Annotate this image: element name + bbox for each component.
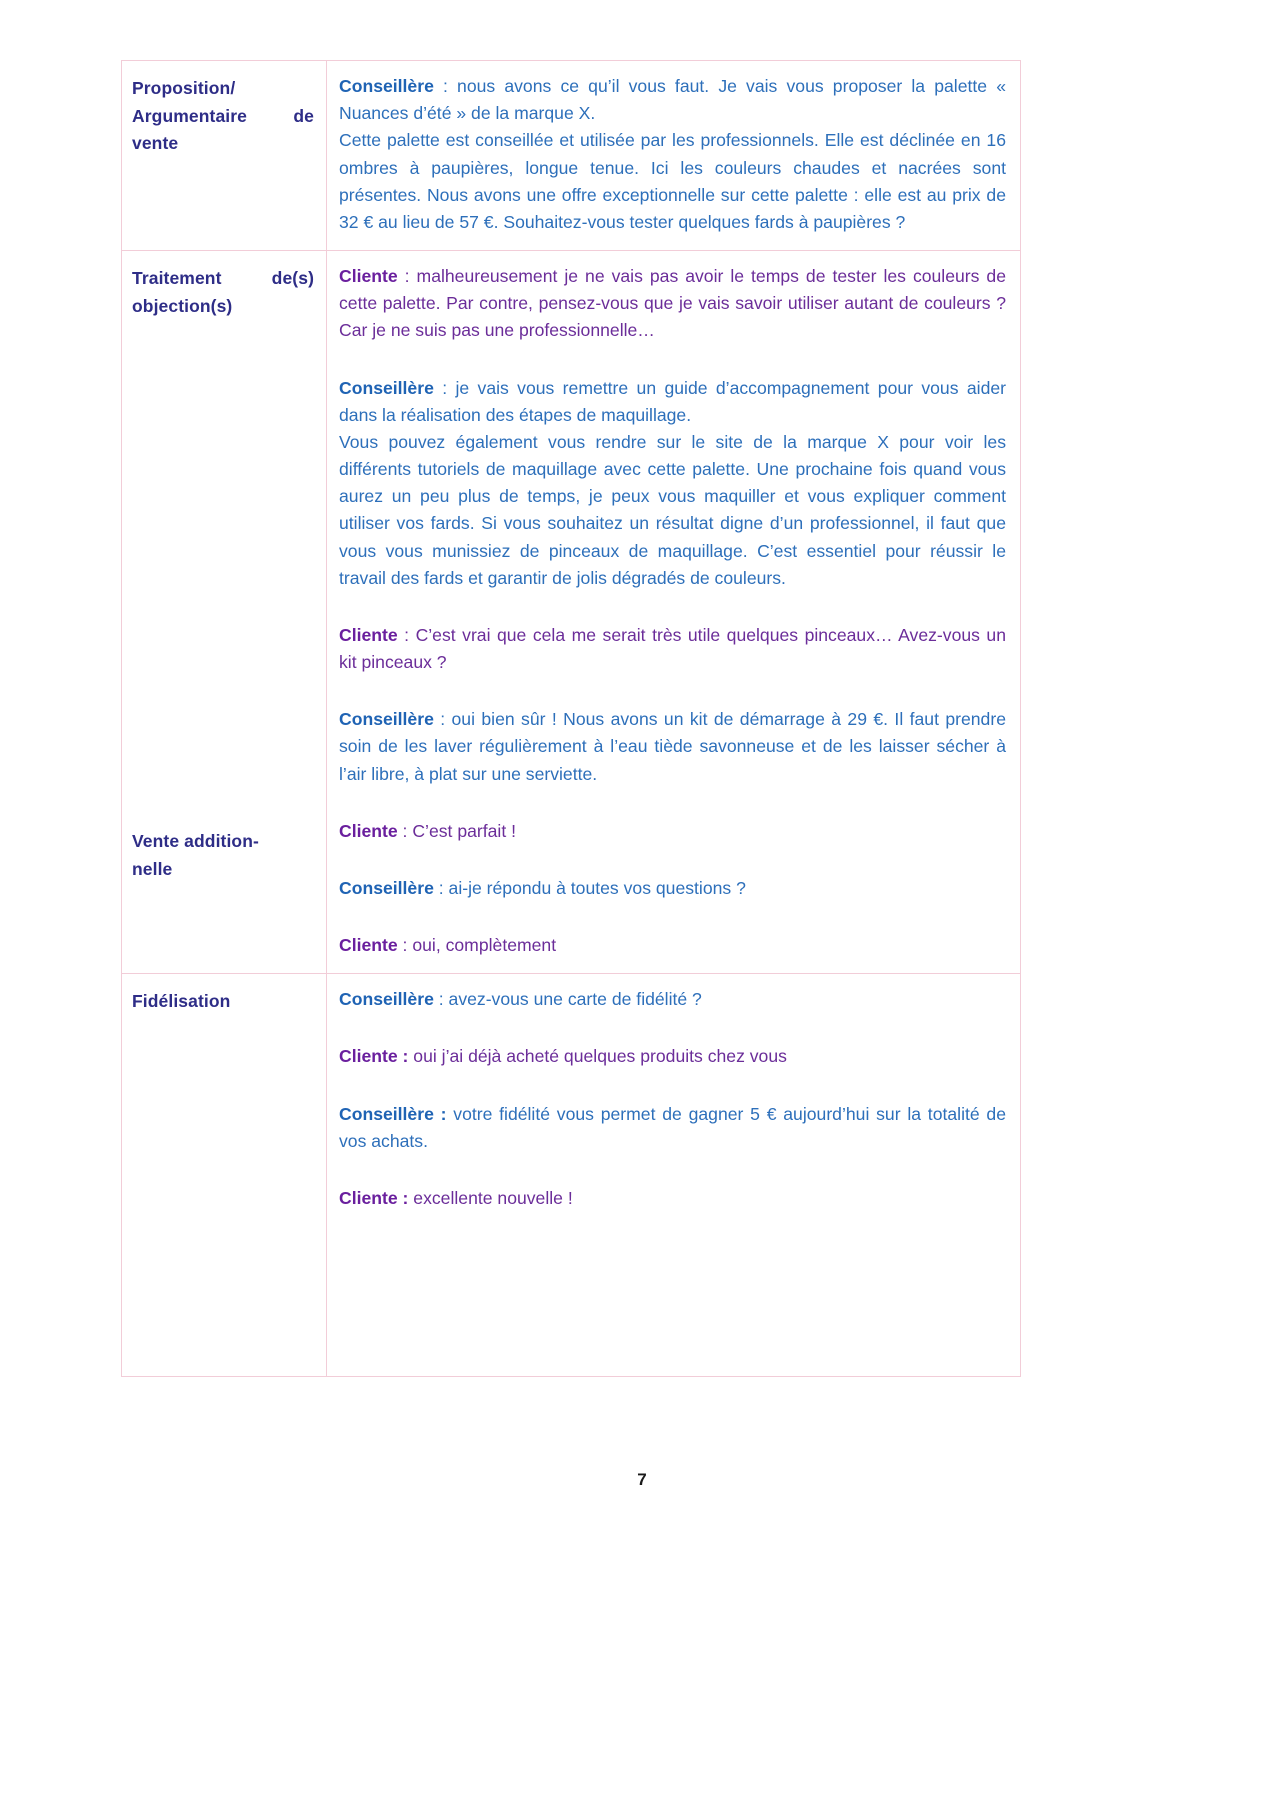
dialogue-block (339, 375, 1006, 592)
dialogue-paragraph (339, 818, 1006, 845)
block-gap (339, 788, 1006, 818)
row-body-cell-proposition (327, 61, 1021, 251)
speaker-separator: : (397, 624, 416, 645)
table-row (122, 251, 1021, 974)
row-label-line: Argumentaire de (132, 105, 314, 126)
row-label-cell-proposition (122, 61, 327, 251)
block-gap (339, 345, 1006, 375)
row-label-line: Proposition/ (132, 78, 236, 98)
dialogue-block (339, 1101, 1006, 1155)
dialogue-block (339, 986, 1006, 1013)
dialogue-text: oui bien sûr ! Nous avons un kit de démarrage à 29 €. Il faut prendre soin de les laver régulièrement à l’eau tiède savonneuse et de les laisser sécher à l’air libre, à plat sur une serviette. (339, 709, 1006, 784)
speaker-label: Conseillère (339, 989, 434, 1010)
dialogue-paragraph (339, 263, 1006, 345)
speaker-separator: : (397, 820, 413, 841)
speaker-label: Conseillère (339, 377, 434, 398)
speaker-label: Cliente (339, 266, 398, 287)
speaker-separator: : (433, 989, 449, 1010)
dialogue-text: C’est parfait ! (412, 820, 516, 841)
dialogue-block (339, 818, 1006, 845)
dialogue-text: oui j’ai déjà acheté quelques produits chez vous (413, 1046, 787, 1067)
dialogue-paragraph (339, 73, 1006, 236)
speaker-separator: : (397, 266, 417, 287)
speaker-label: Conseillère (339, 877, 434, 898)
row-label-line: Traitement de(s) (132, 268, 314, 289)
speaker-label: Cliente : (339, 1187, 409, 1208)
dialogue-block (339, 1185, 1006, 1212)
dialogue-text: malheureusement je ne vais pas avoir le temps de tester les couleurs de cette palette. Par contre, pensez-vous que je vais savoir utiliser autant de couleurs ? Car je ne suis pas une professionnelle… (339, 266, 1006, 341)
label-spacer (132, 320, 314, 828)
row-label-line-vente: Vente addition- (132, 831, 259, 852)
cell-tail-spacer (339, 1212, 1006, 1362)
dialogue-text: avez-vous une carte de fidélité ? (448, 989, 702, 1010)
speaker-label: Cliente : (339, 1046, 409, 1067)
speaker-label: Cliente (339, 624, 398, 645)
speaker-separator: : (433, 877, 449, 898)
table-row (122, 61, 1021, 251)
row-label-cell-fidelisation (122, 974, 327, 1377)
speaker-separator: : (397, 935, 413, 956)
block-gap (339, 676, 1006, 706)
dialogue-paragraph (339, 932, 1006, 959)
block-gap (339, 1155, 1006, 1185)
dialogue-text: je vais vous remettre un guide d’accompagnement pour vous aider dans la réalisation des étapes de maquillage. Vous pouvez également vous rendre sur le site de la marque X pour voir les différents tutoriels de maquillage avec cette palette. Une prochaine fois quand vous aurez un peu plus de temps, je peux vous maquiller et vous expliquer comment utiliser vos fards. Si vous souhaitez un résultat digne d’un professionnel, il faut que vous vous munissiez de pinceaux de maquillage. C’est essentiel pour réussir le travail des fards et garantir de jolis dégradés de couleurs. (339, 377, 1006, 588)
dialogue-paragraph (339, 1043, 1006, 1070)
speaker-label: Conseillère : (339, 1103, 447, 1124)
block-gap (339, 1071, 1006, 1101)
dialogue-paragraph (339, 622, 1006, 676)
dialogue-block (339, 875, 1006, 902)
row-label-line-vente: nelle (132, 858, 173, 879)
dialogue-block (339, 263, 1006, 345)
row-label-line: Fidélisation (132, 991, 231, 1012)
dialogue-block (339, 622, 1006, 676)
row-label-line: vente (132, 133, 179, 154)
block-gap (339, 592, 1006, 622)
speaker-label: Cliente (339, 820, 398, 841)
dialogue-text: ai-je répondu à toutes vos questions ? (448, 877, 746, 898)
dialogue-text: C’est vrai que cela me serait très utile quelques pinceaux… Avez-vous un kit pinceaux ? (339, 624, 1007, 673)
dialogue-text: nous avons ce qu’il vous faut. Je vais vous proposer la palette « Nuances d’été » de la marque X. Cette palette est conseillée et utilisée par les professionnels. Elle est déclinée en 16 ombres à paupières, longue tenue. Ici les couleurs chaudes et nacrées sont présentes. Nous avons une offre exceptionnelle sur cette palette : elle est au prix de 32 € au lieu de 57 €. Souhaitez-vous tester quelques fards à paupières ? (339, 76, 1006, 232)
dialogue-block (339, 932, 1006, 959)
speaker-label: Conseillère (339, 76, 434, 96)
block-gap (339, 1013, 1006, 1043)
dialogue-text: oui, complètement (412, 935, 557, 956)
dialogue-block (339, 706, 1006, 788)
table-row (122, 974, 1021, 1377)
row-label-cell-objections (122, 251, 327, 974)
dialogue-paragraph (339, 986, 1006, 1013)
speaker-separator: : (433, 709, 452, 730)
dialogue-block (339, 73, 1006, 236)
block-gap (339, 845, 1006, 875)
speaker-separator: : (433, 377, 456, 398)
dialogue-paragraph (339, 706, 1006, 788)
dialogue-paragraph (339, 875, 1006, 902)
dialogue-text: votre fidélité vous permet de gagner 5 € aujourd’hui sur la totalité de vos achats. (339, 1103, 1006, 1151)
dialogue-block (339, 1043, 1006, 1070)
dialogue-paragraph (339, 375, 1006, 592)
speaker-separator: : (433, 76, 458, 96)
dialogue-text: excellente nouvelle ! (413, 1187, 573, 1208)
dialogue-paragraph (339, 1185, 1006, 1212)
row-body-cell-objections (327, 251, 1021, 974)
block-gap (339, 902, 1006, 932)
speaker-label: Cliente (339, 935, 398, 956)
speaker-label: Conseillère (339, 709, 434, 730)
dialogue-table (121, 60, 1021, 1377)
row-body-cell-fidelisation (327, 974, 1021, 1377)
row-label-line: objection(s) (132, 295, 233, 316)
page-number: 7 (637, 1470, 647, 1489)
dialogue-paragraph (339, 1101, 1006, 1155)
